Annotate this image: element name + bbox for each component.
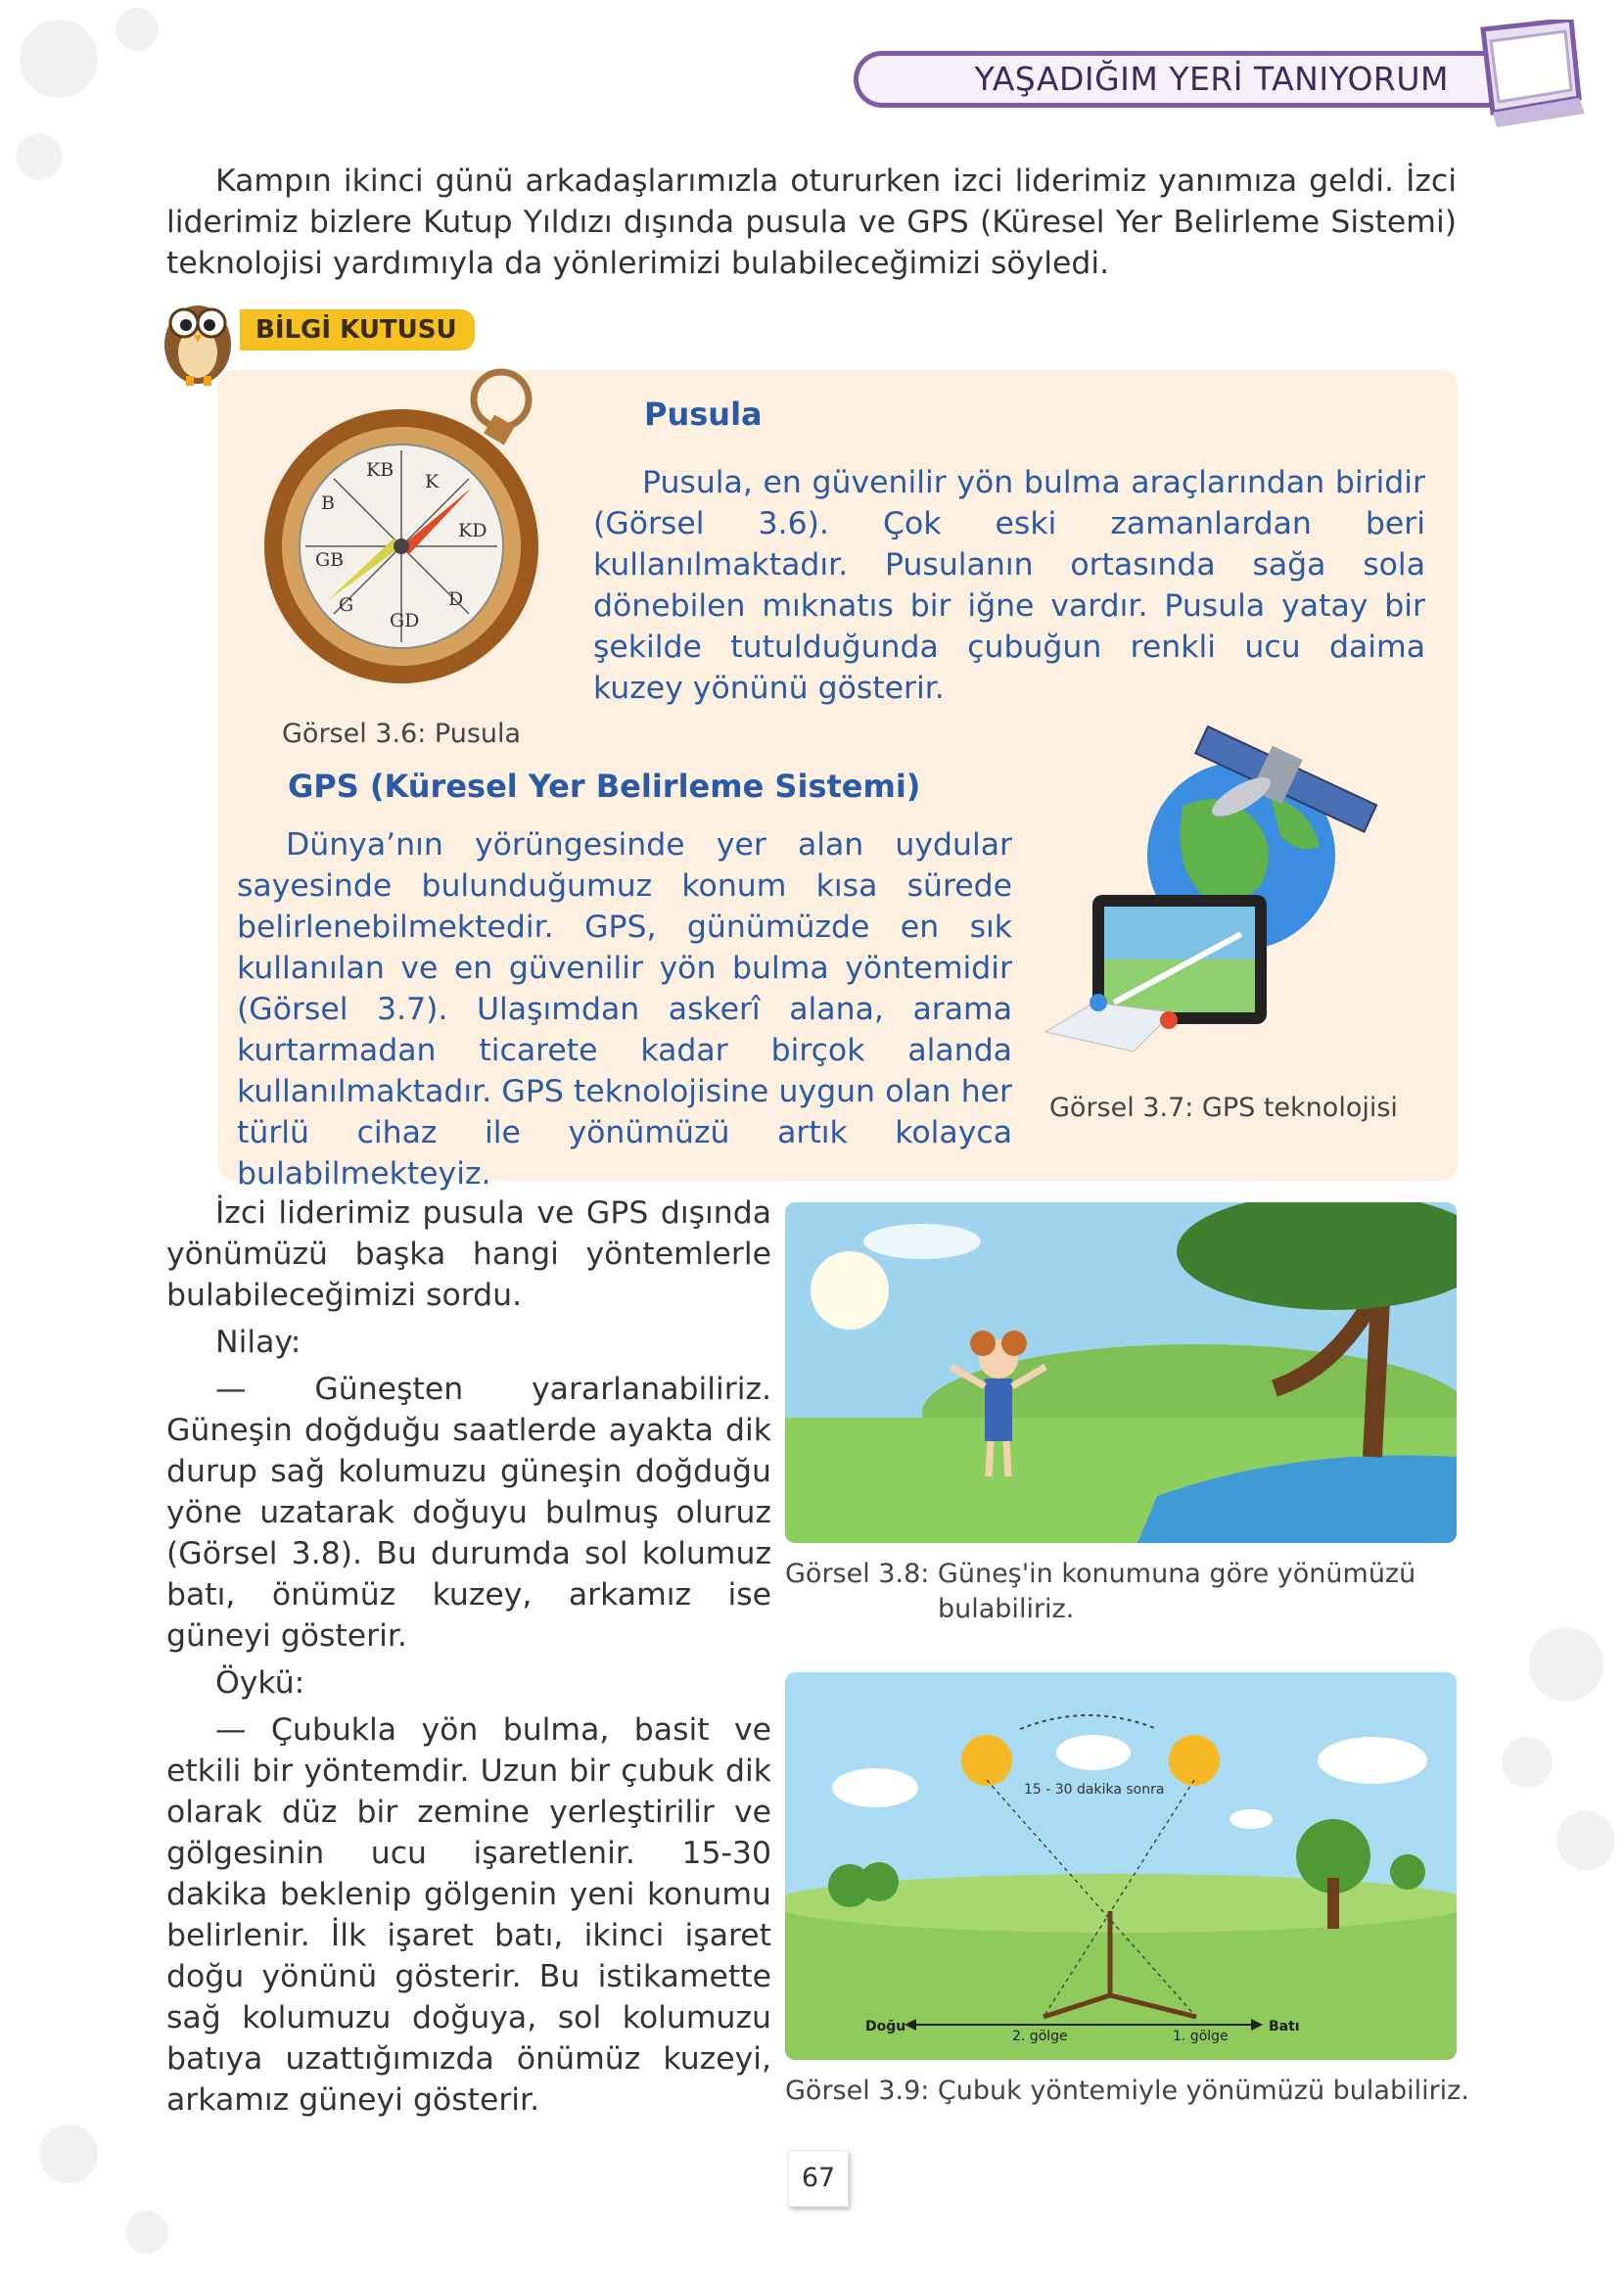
compass-image [256, 362, 540, 695]
gps-title: GPS (Küresel Yer Belirleme Sistemi) [288, 768, 921, 805]
west-label: Batı [1269, 2019, 1300, 2034]
stick-method-image [785, 1672, 1457, 2060]
speaker-oyku: Öykü: [215, 1665, 305, 1701]
figure-3-8-caption-line-2: bulabiliriz. [938, 1594, 1075, 1624]
figure-3-9-caption: Görsel 3.9: Çubuk yöntemiyle yönümüzü bulabiliriz. [785, 2076, 1469, 2106]
compass-label-gb: GB [315, 549, 345, 571]
compass-label-kb: KB [366, 459, 394, 481]
shadow-2-label: 2. gölge [1012, 2029, 1068, 2044]
oyku-answer: — Çubukla yön bulma, basit ve etkili bir yöntemdir. Uzun bir çubuk dik olarak düz bir zemine yerleştirilir ve gölgesinin ucu işaretlenir. 15-30 dakika beklenip gölgenin yeni konumu belirlenir. İlk işaret batı, ikinci işaret doğu yönünü gösterir. Bu istikamette sağ kolumuzu doğuya, sol kolumuzu batıya uzattığımızda önümüz kuzeyi, arkamız güneyi gösterir. [166, 1712, 771, 2118]
gps-paragraph [237, 824, 1012, 1194]
sun-scene-illustration [785, 1202, 1457, 1543]
compass-label-g: G [339, 594, 354, 616]
shadow-1-label: 1. gölge [1173, 2029, 1229, 2044]
speaker-nilay: Nilay: [215, 1325, 302, 1360]
intro-text: Kampın ikinci günü arkadaşlarımızla otururken izci liderimiz yanımıza geldi. İzci liderimiz bizlere Kutup Yıldızı dışında pusula ve GPS (Küresel Yer Belirleme Sistemi) teknolojisi yardımıyla da yönlerimizi bulabileceğimizi söyledi. [166, 164, 1457, 281]
east-label: Doğu [865, 2019, 906, 2034]
stick-method-diagram [785, 1672, 1457, 2060]
compass-title: Pusula [644, 396, 763, 433]
compass-label-k: K [425, 471, 440, 492]
figure-3-8-caption-line-1: Görsel 3.8: Güneş'in konumuna göre yönümüzü [785, 1559, 1416, 1589]
book-icon [1463, 20, 1591, 129]
compass-label-kd: KD [458, 520, 487, 541]
info-box-label: BİLGİ KUTUSU [240, 309, 475, 351]
page-title: YAŞADIĞIM YERİ TANIYORUM [974, 60, 1449, 98]
page-number: 67 [788, 2150, 849, 2207]
owl-icon [149, 284, 247, 392]
compass-paragraph [593, 462, 1425, 709]
compass-label-b: B [321, 492, 335, 514]
time-label: 15 - 30 dakika sonra [1024, 1782, 1165, 1798]
gps-text: Dünya’nın yörüngesinde yer alan uydular sayesinde bulunduğumuz konum kısa sürede belirlenebilmektedir. GPS, günümüzde en sık kullanılan ve en güvenilir yön bulma yöntemidir (Görsel 3.7). Ulaşımdan askerî alana, arama kurtarmadan ticarete kadar birçok alanda kullanılmaktadır. GPS teknolojisine uygun olan her türlü cihaz ile yönümüzü artık kolayca bulabilmekteyiz. [237, 827, 1012, 1192]
gps-caption: Görsel 3.7: GPS teknolojisi [1049, 1093, 1398, 1123]
figure-3-8-caption [785, 1557, 1415, 1627]
gps-image [1045, 709, 1433, 1063]
nilay-answer: — Güneşten yararlanabiliriz. Güneşin doğduğu saatlerde ayakta dik durup sağ kolumuzu güneşin doğduğu yöne uzatarak doğuyu bulmuş oluruz (Görsel 3.8). Bu durumda sol kolumuz batı, önümüz kuzey, arkamız ise güneyi gösterir. [166, 1372, 771, 1654]
compass-label-d: D [448, 588, 464, 610]
compass-label-gd: GD [390, 610, 420, 631]
compass-caption: Görsel 3.6: Pusula [282, 719, 522, 749]
sun-direction-image [785, 1202, 1457, 1543]
intro-paragraph [166, 161, 1457, 284]
body-column [166, 1192, 771, 2121]
body-paragraph-1: İzci liderimiz pusula ve GPS dışında yönümüzü başka hangi yöntemlerle bulabileceğimizi sordu. [166, 1195, 771, 1313]
compass-text: Pusula, en güvenilir yön bulma araçlarından biridir (Görsel 3.6). Çok eski zamanlardan beri kullanılmaktadır. Pusulanın ortasında sağa sola dönebilen mıknatıs bir iğne vardır. Pusula yatay bir şekilde tutulduğunda çubuğun renkli ucu daima kuzey yönünü gösterir. [593, 465, 1425, 706]
